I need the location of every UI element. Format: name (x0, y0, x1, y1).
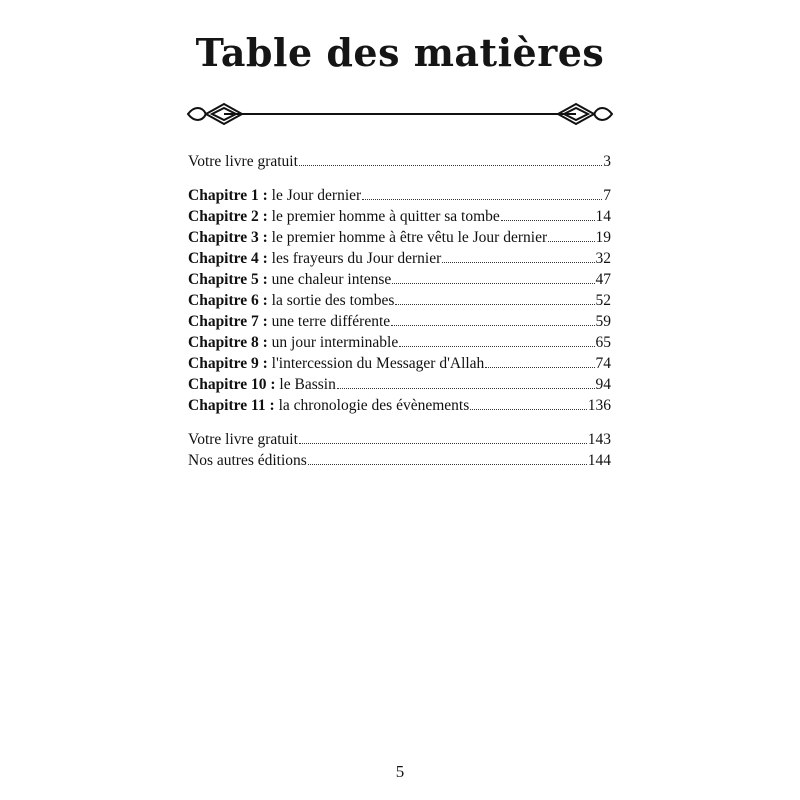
toc-entry-page: 3 (603, 153, 611, 170)
chapter-page: 47 (595, 271, 611, 288)
toc-intro-group (188, 150, 611, 171)
toc-chapter-8[interactable] (188, 331, 611, 352)
toc-chapter-7[interactable] (188, 310, 611, 331)
dot-leader (399, 331, 594, 347)
chapter-number: Chapitre 6 : (188, 292, 268, 309)
chapter-page: 32 (595, 250, 611, 267)
chapter-page: 59 (595, 313, 611, 330)
chapter-number: Chapitre 5 : (188, 271, 268, 288)
dot-leader (299, 428, 587, 444)
toc-chapters-group (188, 184, 611, 415)
toc-entry[interactable] (188, 150, 611, 171)
chapter-page: 7 (603, 187, 611, 204)
toc-entry-page: 144 (587, 452, 611, 469)
toc-chapter-10[interactable] (188, 373, 611, 394)
chapter-number: Chapitre 2 : (188, 208, 268, 225)
dot-leader (395, 289, 594, 305)
toc-chapter-11[interactable] (188, 394, 611, 415)
dot-leader (391, 310, 594, 326)
chapter-number: Chapitre 3 : (188, 229, 268, 246)
dot-leader (442, 247, 594, 263)
chapter-number: Chapitre 8 : (188, 334, 268, 351)
table-of-contents (188, 150, 611, 470)
toc-chapter-3[interactable] (188, 226, 611, 247)
toc-entry-label: Votre livre gratuit (188, 431, 298, 448)
chapter-title: une terre différente (271, 313, 391, 330)
chapter-page: 19 (595, 229, 611, 246)
dot-leader (470, 394, 587, 410)
dot-leader (485, 352, 594, 368)
dot-leader (337, 373, 595, 389)
toc-entry-label: Votre livre gratuit (188, 153, 298, 170)
chapter-title: le premier homme à être vêtu le Jour dernier (271, 229, 548, 246)
dot-leader (501, 205, 595, 221)
chapter-number: Chapitre 10 : (188, 376, 276, 393)
chapter-number: Chapitre 7 : (188, 313, 268, 330)
chapter-page: 94 (595, 376, 611, 393)
chapter-title: le Bassin (279, 376, 336, 393)
chapter-title: la chronologie des évènements (278, 397, 470, 414)
toc-chapter-6[interactable] (188, 289, 611, 310)
toc-entry-page: 143 (587, 431, 611, 448)
chapter-page: 65 (595, 334, 611, 351)
toc-chapter-5[interactable] (188, 268, 611, 289)
toc-chapter-9[interactable] (188, 352, 611, 373)
chapter-title: une chaleur intense (271, 271, 392, 288)
chapter-title: un jour interminable (271, 334, 399, 351)
page-number: 5 (395, 762, 405, 781)
chapter-page: 14 (595, 208, 611, 225)
toc-chapter-1[interactable] (188, 184, 611, 205)
chapter-title: le Jour dernier (271, 187, 362, 204)
dot-leader (548, 226, 594, 242)
toc-entry[interactable] (188, 449, 611, 470)
chapter-page: 52 (595, 292, 611, 309)
chapter-number: Chapitre 4 : (188, 250, 268, 267)
toc-chapter-4[interactable] (188, 247, 611, 268)
toc-outro-group (188, 428, 611, 470)
page-title: Table des matières (195, 30, 605, 75)
dot-leader (308, 449, 587, 465)
toc-entry-label: Nos autres éditions (188, 452, 307, 469)
dot-leader (392, 268, 594, 284)
ornament-divider-icon (186, 98, 614, 130)
chapter-title: la sortie des tombes (271, 292, 395, 309)
chapter-page: 74 (595, 355, 611, 372)
chapter-number: Chapitre 11 : (188, 397, 275, 414)
chapter-title: l'intercession du Messager d'Allah (271, 355, 485, 372)
dot-leader (362, 184, 602, 200)
chapter-number: Chapitre 9 : (188, 355, 268, 372)
chapter-title: les frayeurs du Jour dernier (271, 250, 442, 267)
toc-chapter-2[interactable] (188, 205, 611, 226)
chapter-number: Chapitre 1 : (188, 187, 268, 204)
chapter-title: le premier homme à quitter sa tombe (271, 208, 500, 225)
toc-entry[interactable] (188, 428, 611, 449)
chapter-page: 136 (587, 397, 611, 414)
dot-leader (299, 150, 602, 166)
